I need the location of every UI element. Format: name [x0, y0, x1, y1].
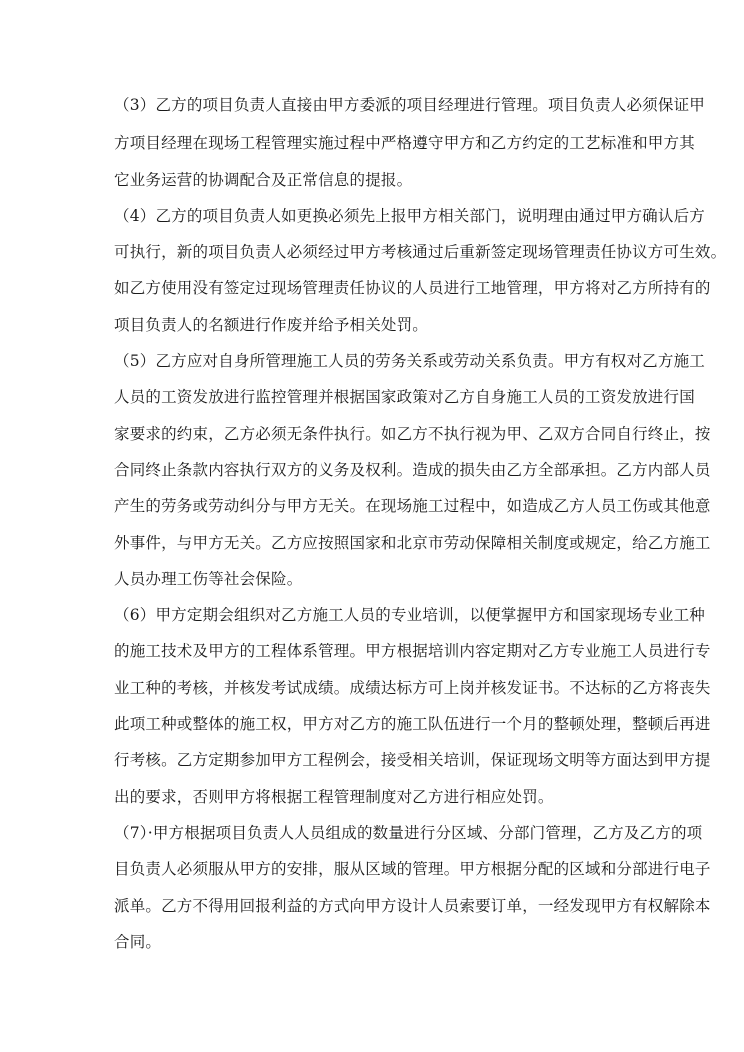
- text-line: 合同。: [114, 933, 162, 951]
- text-line: 可执行，新的项目负责人必须经过甲方考核通过后重新签定现场管理责任协议方可生效。: [114, 243, 727, 261]
- text-line: （7）·甲方根据项目负责人人员组成的数量进行分区域、分部门管理，乙方及乙方的项: [114, 824, 703, 842]
- text-line: 它业务运营的协调配合及正常信息的提报。: [114, 171, 413, 189]
- text-line: 人员的工资发放进行监控管理并根据国家政策对乙方自身施工人员的工资发放进行国: [114, 388, 695, 406]
- text-line: 人员办理工伤等社会保险。: [114, 570, 303, 588]
- text-line: 家要求的约束，乙方必须无条件执行。如乙方不执行视为甲、乙双方合同自行终止，按: [114, 425, 711, 443]
- text-line: 外事件，与甲方无关。乙方应按照国家和北京市劳动保障相关制度或规定，给乙方施工: [114, 534, 711, 552]
- text-line: （5）乙方应对自身所管理施工人员的劳务关系或劳动关系负责。甲方有权对乙方施工: [114, 352, 705, 370]
- text-line: （6）甲方定期会组织对乙方施工人员的专业培训，以便掌握甲方和国家现场专业工种: [114, 606, 705, 624]
- text-line: 项目负责人的名额进行作废并给予相关处罚。: [114, 316, 429, 334]
- text-line: （3）乙方的项目负责人直接由甲方委派的项目经理进行管理。项目负责人必须保证甲: [114, 96, 705, 114]
- text-line: 的施工技术及甲方的工程体系管理。甲方根据培训内容定期对乙方专业施工人员进行专: [114, 642, 711, 660]
- text-line: 行考核。乙方定期参加甲方工程例会，接受相关培训，保证现场文明等方面达到甲方提: [114, 751, 711, 769]
- text-line: 派单。乙方不得用回报利益的方式向甲方设计人员索要订单，一经发现甲方有权解除本: [114, 897, 711, 915]
- text-line: 出的要求，否则甲方将根据工程管理制度对乙方进行相应处罚。: [114, 788, 554, 806]
- text-line: 此项工种或整体的施工权，甲方对乙方的施工队伍进行一个月的整顿处理，整顿后再进: [114, 715, 711, 733]
- text-line: （4）乙方的项目负责人如更换必须先上报甲方相关部门，说明理由通过甲方确认后方: [114, 207, 705, 225]
- text-line: 如乙方使用没有签定过现场管理责任协议的人员进行工地管理，甲方将对乙方所持有的: [114, 279, 711, 297]
- text-line: 方项目经理在现场工程管理实施过程中严格遵守甲方和乙方约定的工艺标准和甲方其: [114, 134, 695, 152]
- text-line: 业工种的考核，并核发考试成绩。成绩达标方可上岗并核发证书。不达标的乙方将丧失: [114, 679, 711, 697]
- text-line: 产生的劳务或劳动纠分与甲方无关。在现场施工过程中，如造成乙方人员工伤或其他意: [114, 497, 711, 515]
- text-line: 合同终止条款内容执行双方的义务及权利。造成的损失由乙方全部承担。乙方内部人员: [114, 461, 711, 479]
- text-line: 目负责人必须服从甲方的安排，服从区域的管理。甲方根据分配的区域和分部进行电子: [114, 860, 711, 878]
